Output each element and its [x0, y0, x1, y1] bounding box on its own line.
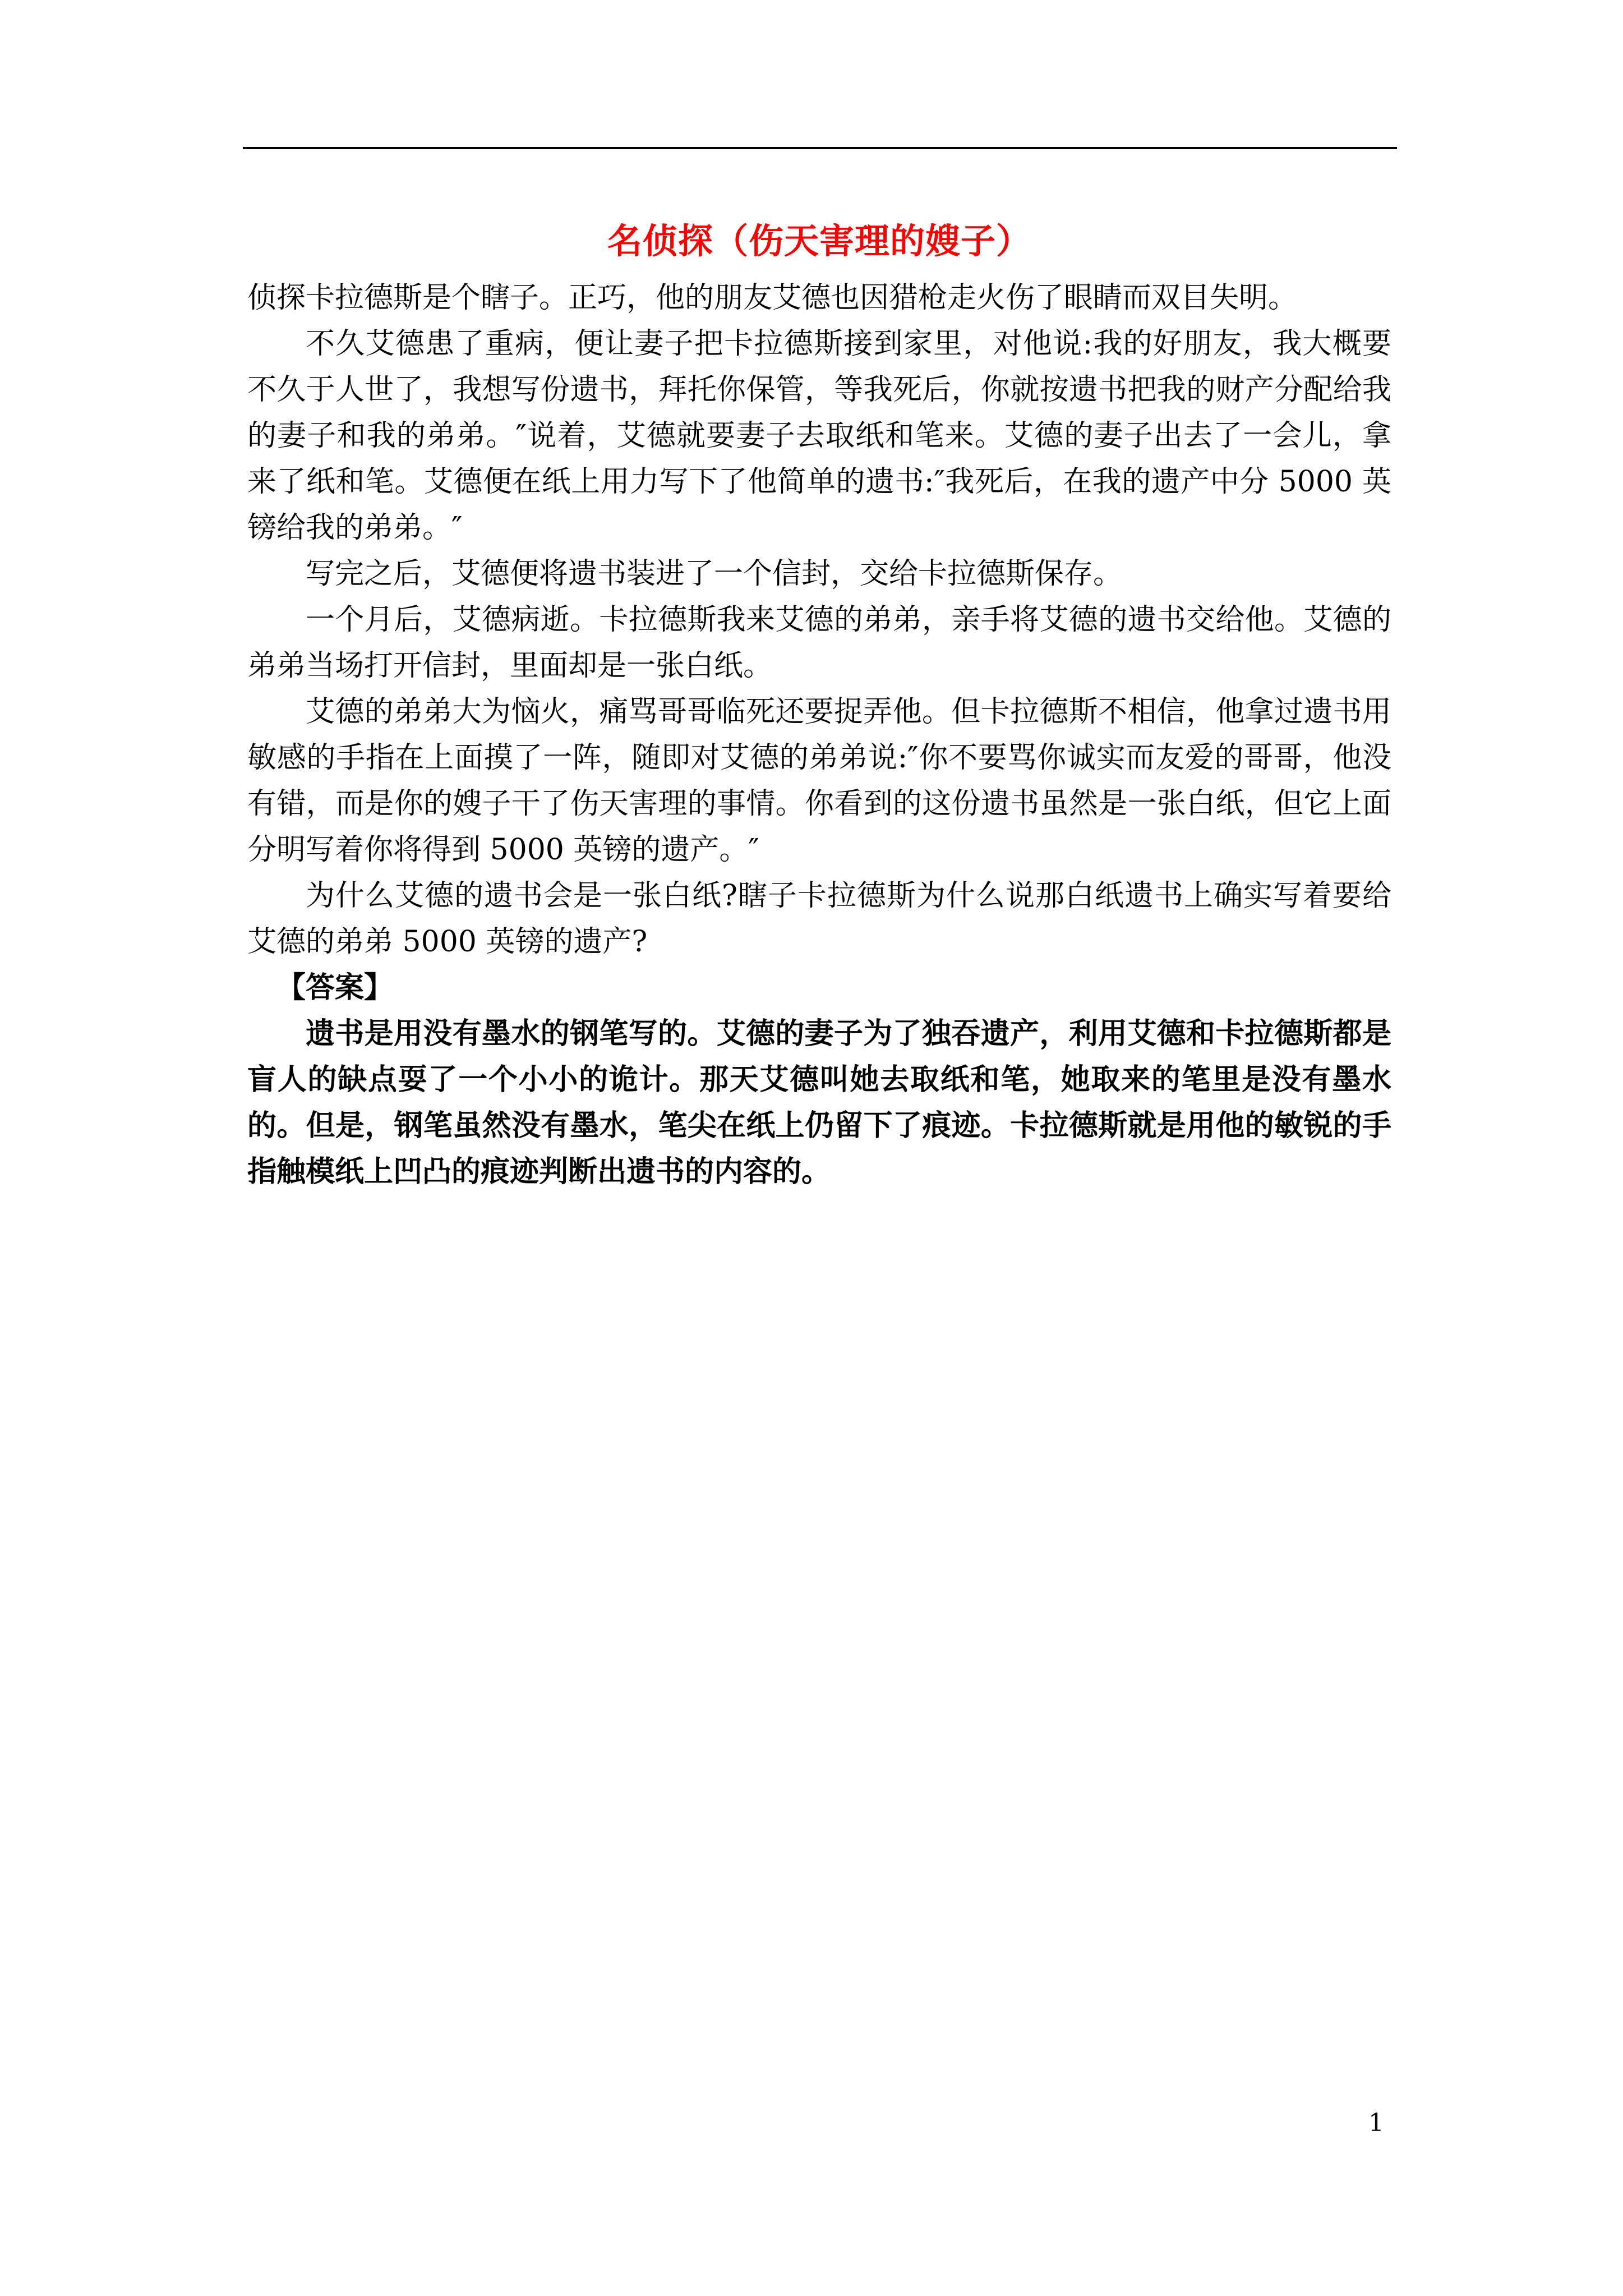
answer-text: 遗书是用没有墨水的钢笔写的。艾德的妻子为了独吞遗产，利用艾德和卡拉德斯都是盲人的缺点耍了一个小小的诡计。那天艾德叫她去取纸和笔，她取来的笔里是没有墨水的。但是，钢笔虽然没有墨水，笔尖在纸上仍留下了痕迹。卡拉德斯就是用他的敏锐的手指触模纸上凹凸的痕迹判断出遗书的内容的。	[247, 1016, 1391, 1189]
answer-heading: 【答案】	[276, 970, 394, 1005]
document-body	[247, 213, 1391, 1195]
paragraph-4: 一个月后，艾德病逝。卡拉德斯我来艾德的弟弟，亲手将艾德的遗书交给他。艾德的弟弟当场打开信封，里面却是一张白纸。	[247, 603, 1391, 683]
paragraph-3: 写完之后，艾德便将遗书装进了一个信封，交给卡拉德斯保存。	[306, 557, 1123, 591]
paragraph-1: 侦探卡拉德斯是个瞎子。正巧，他的朋友艾德也因猎枪走火伤了眼睛而双目失明。	[247, 281, 1298, 315]
paragraph-6: 为什么艾德的遗书会是一张白纸?瞎子卡拉德斯为什么说那白纸遗书上确实写着要给艾德的弟弟 5000 英镑的遗产?	[247, 879, 1391, 959]
paragraph-2: 不久艾德患了重病，便让妻子把卡拉德斯接到家里，对他说:我的好朋友，我大概要不久于人世了，我想写份遗书，拜托你保管，等我死后，你就按遗书把我的财产分配给我的妻子和我的弟弟。″说着，艾德就要妻子去取纸和笔来。艾德的妻子出去了一会儿，拿来了纸和笔。艾德便在纸上用力写下了他简单的遗书:″我死后，在我的遗产中分 5000 英镑给我的弟弟。″	[247, 327, 1391, 545]
page-number: 1	[1368, 2109, 1384, 2137]
paragraph-5: 艾德的弟弟大为恼火，痛骂哥哥临死还要捉弄他。但卡拉德斯不相信，他拿过遗书用敏感的手指在上面摸了一阵，随即对艾德的弟弟说:″你不要骂你诚实而友爱的哥哥，他没有错，而是你的嫂子干了伤天害理的事情。你看到的这份遗书虽然是一张白纸，但它上面分明写着你将得到 5000 英镑的遗产。″	[247, 695, 1391, 867]
document-title: 名侦探（伤天害理的嫂子）	[607, 220, 1031, 261]
header-rule	[243, 147, 1397, 149]
